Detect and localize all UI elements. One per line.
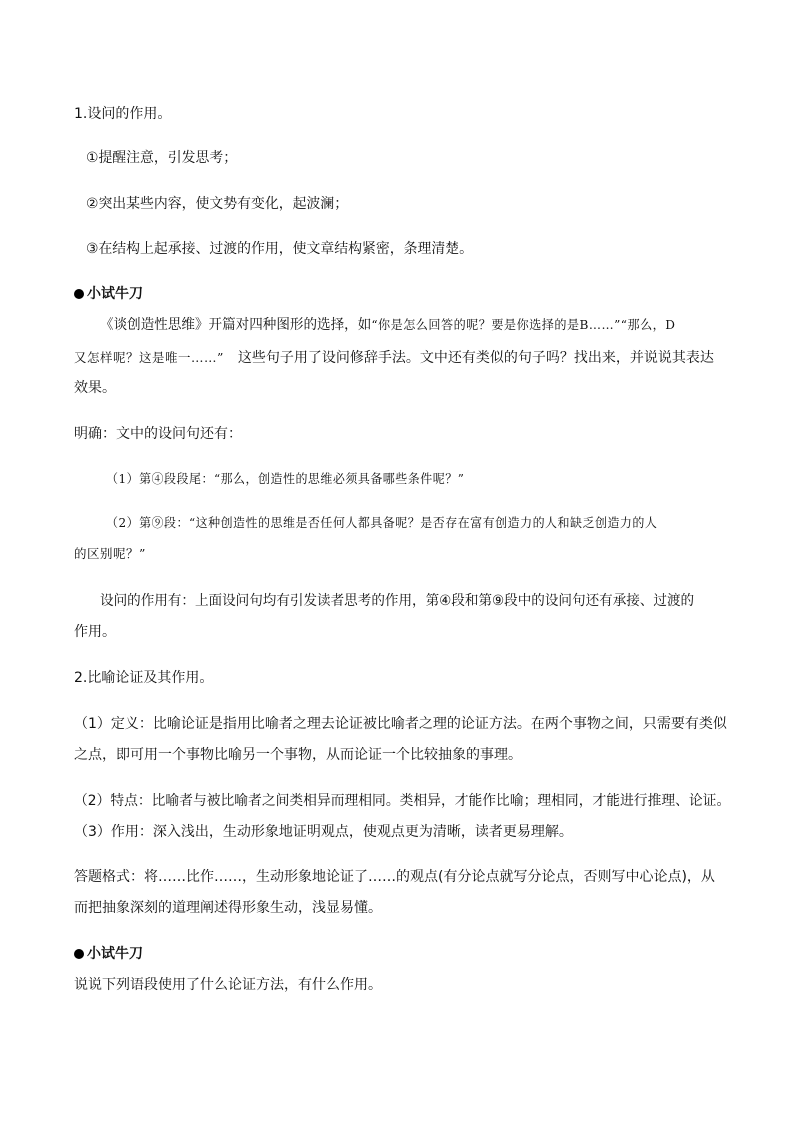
section-2-title: 2.比喻论证及其作用。 (74, 670, 214, 686)
feature-line: （2）特点：比喻者与被比喻者之间类相异而理相同。类相异，才能作比喻；理相同，才能进行推理、论证。 (74, 793, 731, 809)
answer-item-cont: 的区别呢？” (74, 546, 146, 561)
list-item: ③在结构上起承接、过渡的作用，使文章结构紧密，条理清楚。 (86, 241, 474, 257)
question-line: 效果。 (74, 380, 116, 396)
section-1-title: 1.设问的作用。 (74, 106, 172, 122)
function-line: （3）作用：深入浅出，生动形象地证明观点，使观点更为清晰，读者更易理解。 (74, 824, 573, 840)
effect-paragraph-cont: 作用。 (74, 624, 116, 640)
definition-line: 之点，即可用一个事物比喻另一个事物，从而论证一个比较抽象的事理。 (74, 747, 522, 763)
definition-line: （1）定义：比喻论证是指用比喻者之理去论证被比喻者之理的论证方法。在两个事物之间，只需要有类似 (74, 716, 727, 732)
answer-format-line: 答题格式：将……比作……，生动形象地论证了……的观点(有分论点就写分论点，否则写中心论点)，从 (74, 869, 715, 885)
effect-paragraph: 设问的作用有：上面设问句均有引发读者思考的作用，第④段和第⑨段中的设问句还有承接、过渡的 (100, 593, 695, 609)
list-item: ①提醒注意，引发思考； (86, 150, 238, 166)
answer-label: 明确：文中的设问句还有： (74, 426, 242, 442)
practice-heading: 小试牛刀 (74, 284, 724, 304)
answer-format-line: 而把抽象深刻的道理阐述得形象生动，浅显易懂。 (74, 900, 382, 916)
question-line: 《谈创造性思维》开篇对四种图形的选择，如“你是怎么回答的呢？要是你选择的是B……”“那么，D (100, 317, 676, 333)
bullet-icon (74, 289, 84, 299)
answer-item: （2）第⑨段：“这种创造性的思维是否任何人都具备呢？是否存在富有创造力的人和缺乏创造力的人 (106, 515, 658, 530)
list-item: ②突出某些内容，使文势有变化，起波澜； (86, 196, 349, 212)
bullet-icon (74, 949, 84, 959)
answer-item: （1）第④段段尾：“那么，创造性的思维必须具备哪些条件呢？” (106, 471, 465, 486)
practice-heading: 小试牛刀 (74, 944, 724, 964)
practice-prompt: 说说下列语段使用了什么论证方法，有什么作用。 (74, 977, 382, 993)
question-line: 又怎样呢？这是唯一……” 这些句子用了设问修辞手法。文中还有类似的句子吗？找出来，并说说其表达 (74, 350, 714, 366)
